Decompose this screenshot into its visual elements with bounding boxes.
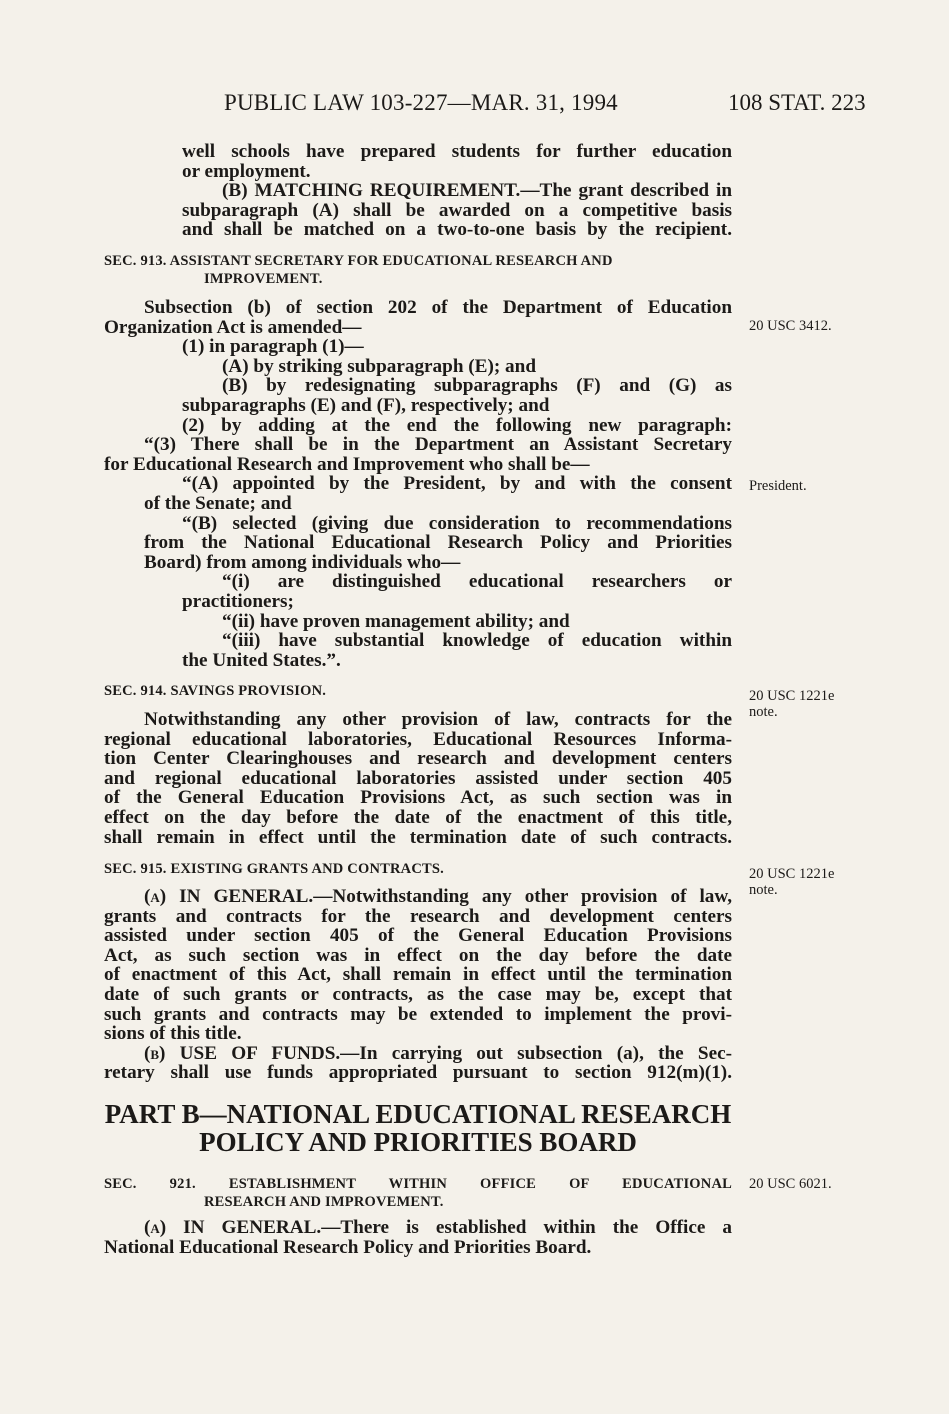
text-line: “(iii) have substantial knowledge of education within <box>222 630 732 652</box>
section-914 <box>104 682 732 700</box>
text-line: Notwithstanding any other provision of law, contracts for the <box>144 709 732 730</box>
text-span: —Notwithstanding any other provision of law, <box>313 886 732 907</box>
text-line: Act, as such section was in effect on the day before the date <box>104 944 732 966</box>
text-line: practitioners; <box>182 590 294 612</box>
text-line: “(3) There shall be in the Department an Assistant Secretary <box>144 434 732 456</box>
part-b-heading <box>104 1100 732 1156</box>
text-line: National Educational Research Policy and Priorities Board. <box>104 1236 592 1258</box>
text-line: “(ii) have proven management ability; and <box>222 610 570 632</box>
text-line: well schools have prepared students for further education <box>182 141 732 162</box>
text-line: Board) from among individuals who— <box>144 551 461 573</box>
subsection-a-line <box>104 887 732 907</box>
text-line: (A) by striking subparagraph (E); and <box>222 355 536 377</box>
text-line: tion Center Clearinghouses and research and development centers <box>104 748 732 770</box>
text-span: (B) MATCHING REQUIREMENT.—The grant described in <box>222 180 732 202</box>
section-921-body <box>104 1218 732 1257</box>
text-line: retary shall use funds appropriated pursuant to section 912(m)(1). <box>104 1062 732 1084</box>
margin-note: 20 USC 3412. <box>749 318 832 334</box>
text-line: or employment. <box>182 160 311 182</box>
section-913-body <box>104 298 732 670</box>
text-line: effect on the day before the date of the enactment of this title, <box>104 806 732 828</box>
text-line: Subsection (b) of section 202 of the Department of Education <box>144 297 732 318</box>
section-heading: SEC. 913. ASSISTANT SECRETARY FOR EDUCATIONAL RESEARCH AND <box>104 253 613 269</box>
text-line: (2) by adding at the end the following new paragraph: <box>182 414 732 436</box>
section-heading-cont: IMPROVEMENT. <box>204 271 323 287</box>
section-915-body <box>104 887 732 1083</box>
text-line: of enactment of this Act, shall remain in effect until the termination <box>104 964 732 986</box>
section-921 <box>104 1175 732 1211</box>
text-line: subparagraphs (E) and (F), respectively; and <box>182 394 550 416</box>
text-line: such grants and contracts may be extended to implement the provi- <box>104 1003 732 1025</box>
margin-note-line: note. <box>749 882 778 898</box>
margin-note-line: note. <box>749 704 778 720</box>
text-line: of the General Education Provisions Act, as such section was in <box>104 787 732 809</box>
subsection-a-line <box>104 1218 732 1238</box>
part-heading-line: PART B—NATIONAL EDUCATIONAL RESEARCH <box>104 1099 732 1129</box>
section-heading: SEC. 915. EXISTING GRANTS AND CONTRACTS. <box>104 861 444 877</box>
section-heading: SEC. 921. ESTABLISHMENT WITHIN OFFICE OF EDUCATIONAL <box>104 1176 732 1192</box>
text-line: the United States.”. <box>182 649 341 671</box>
section-915 <box>104 860 732 878</box>
text-line: for Educational Research and Improvement who shall be— <box>104 453 590 475</box>
margin-note <box>749 866 834 898</box>
subsection-label: (a) IN GENERAL. <box>144 1217 322 1238</box>
text-line: “(i) are distinguished educational researchers or <box>222 571 732 593</box>
text-line: Organization Act is amended— <box>104 316 362 338</box>
text-line: and shall be matched on a two-to-one basis by the recipient. <box>182 219 732 241</box>
margin-note: 20 USC 6021. <box>749 1176 832 1192</box>
margin-note-line: 20 USC 1221e <box>749 688 835 704</box>
section-heading: SEC. 914. SAVINGS PROVISION. <box>104 683 327 699</box>
text-line: (B) by redesignating subparagraphs (F) and (G) as <box>222 375 732 397</box>
block-continued-text <box>104 142 732 240</box>
subsection-label: (a) IN GENERAL. <box>144 886 314 907</box>
text-span: —In carrying out subsection (a), the Sec- <box>340 1042 733 1064</box>
section-913 <box>104 252 732 288</box>
margin-note-line: 20 USC 1221e <box>749 866 835 882</box>
margin-note <box>749 688 834 720</box>
text-line: shall remain in effect until the termination date of such contracts. <box>104 826 732 848</box>
text-line: grants and contracts for the research and development centers <box>104 905 732 927</box>
subsection-label: (b) USE OF FUNDS. <box>144 1042 341 1064</box>
text-line: date of such grants or contracts, as the case may be, except that <box>104 983 732 1005</box>
text-span: —There is established within the Office a <box>321 1217 732 1238</box>
subsection-b-line <box>104 1044 732 1064</box>
text-line: subparagraph (A) shall be awarded on a competitive basis <box>182 199 732 221</box>
text-line: (1) in paragraph (1)— <box>182 336 364 358</box>
running-head-title: PUBLIC LAW 103-227—MAR. 31, 1994 <box>224 90 618 115</box>
section-heading-cont: RESEARCH AND IMPROVEMENT. <box>204 1194 444 1210</box>
text-line: “(A) appointed by the President, by and with the consent <box>182 473 732 495</box>
text-line: “(B) selected (giving due consideration to recommendations <box>182 512 732 534</box>
text-line: regional educational laboratories, Educational Resources Informa- <box>104 728 732 750</box>
section-914-body <box>104 710 732 847</box>
text-line: sions of this title. <box>104 1023 242 1045</box>
text-line: and regional educational laboratories assisted under section 405 <box>104 767 732 789</box>
part-heading-line: POLICY AND PRIORITIES BOARD <box>199 1127 637 1157</box>
margin-note: President. <box>749 478 807 494</box>
matching-requirement-line <box>104 181 732 201</box>
text-line: assisted under section 405 of the General Education Provisions <box>104 925 732 947</box>
running-head-stat: 108 STAT. 223 <box>728 90 866 115</box>
text-line: of the Senate; and <box>144 492 292 514</box>
text-line: from the National Educational Research Policy and Priorities <box>144 532 732 554</box>
